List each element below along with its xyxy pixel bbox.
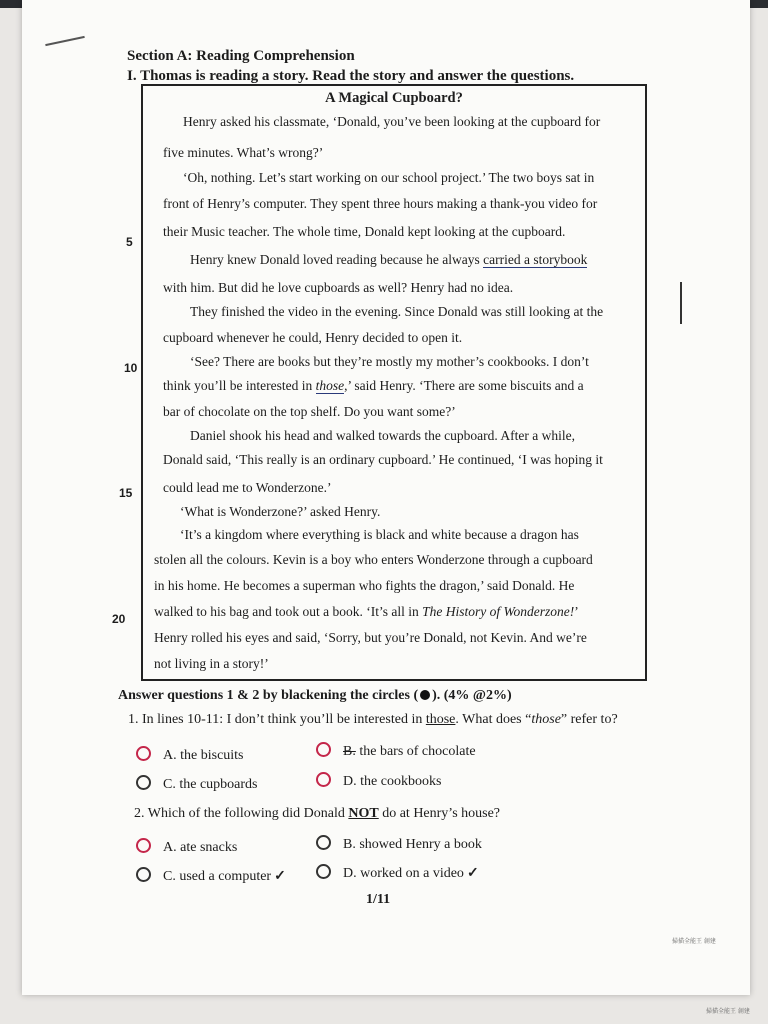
story-line-text: ,’ said Henry. ‘There are some biscuits and a (344, 378, 584, 393)
page-number: 1/11 (366, 892, 391, 907)
story-line: front of Henry’s computer. They spent three hours making a thank-you video for (163, 196, 598, 211)
section-title: Section A: Reading Comprehension (127, 48, 355, 64)
story-line: Henry rolled his eyes and said, ‘Sorry, but you’re Donald, not Kevin. And we’re (154, 630, 587, 645)
option-label: B. (343, 837, 356, 852)
watermark: 掃描全能王 創建 (672, 938, 716, 945)
story-line: ‘It’s a kingdom where everything is black and white because a dragon has (180, 527, 579, 542)
answer-circle-icon[interactable] (316, 864, 331, 879)
question-1-keyword-italic: those (531, 712, 561, 727)
q1-option-c[interactable] (136, 775, 258, 793)
question-1-text: 1. In lines 10-11: I don’t think you’ll be interested in (128, 712, 423, 727)
book-title: The History of Wonderzone! (422, 604, 575, 619)
q2-option-b[interactable] (316, 835, 482, 853)
option-label: A. (163, 748, 177, 763)
q2-option-c[interactable] (136, 867, 286, 885)
q1-option-b[interactable] (316, 742, 476, 760)
story-line-text: Henry knew Donald loved reading because he always (190, 252, 480, 267)
task-title: I. Thomas is reading a story. Read the story and answer the questions. (127, 68, 575, 84)
answer-circle-icon[interactable] (136, 775, 151, 790)
story-line (154, 604, 579, 620)
story-line: five minutes. What’s wrong?’ (163, 145, 324, 160)
story-line-text: walked to his bag and took out a book. ‘It’s all in (154, 604, 419, 619)
story-line: not living in a story!’ (154, 656, 269, 671)
story-line-text: ’ (574, 604, 579, 619)
option-text: the cookbooks (360, 774, 442, 789)
answer-instructions-marks: ). (4% @2%) (432, 688, 512, 703)
option-label: C. (163, 777, 176, 792)
option-label: C. (163, 869, 176, 884)
question-1-text: ” refer to? (560, 712, 618, 727)
answer-circle-icon[interactable] (136, 746, 151, 761)
filled-circle-icon (420, 690, 430, 700)
option-text: worked on a video (360, 866, 464, 881)
question-1-text: . What does “ (455, 712, 532, 727)
story-line: with him. But did he love cupboards as well? Henry had no idea. (163, 280, 514, 295)
option-label: D. (343, 774, 357, 789)
answer-instructions (118, 688, 512, 704)
story-line: They finished the video in the evening. Since Donald was still looking at the (190, 304, 604, 319)
story-line: in his home. He becomes a superman who fights the dragon,’ said Donald. He (154, 578, 575, 593)
question-1 (128, 712, 618, 728)
answer-circle-icon[interactable] (136, 867, 151, 882)
answer-circle-icon[interactable] (136, 838, 151, 853)
story-line: ‘Oh, nothing. Let’s start working on our school project.’ The two boys sat in (183, 170, 595, 185)
tick-mark-icon: ✓ (274, 869, 286, 884)
answer-circle-icon[interactable] (316, 835, 331, 850)
question-1-keyword: those (425, 712, 456, 727)
side-pen-mark (680, 282, 682, 324)
story-line: Henry asked his classmate, ‘Donald, you’ve been looking at the cupboard for (183, 114, 601, 129)
question-2 (134, 806, 500, 822)
line-number: 10 (124, 361, 138, 375)
line-number: 5 (126, 235, 133, 249)
option-text: used a computer (179, 869, 272, 884)
line-number: 15 (119, 486, 133, 500)
answer-instructions-text: Answer questions 1 & 2 by blackening the circles ( (118, 688, 419, 703)
option-label: D. (343, 866, 357, 881)
option-text: the cupboards (179, 777, 258, 792)
story-line (163, 378, 584, 394)
option-label: B. (343, 744, 356, 759)
story-line: bar of chocolate on the top shelf. Do you want some?’ (163, 404, 456, 419)
question-2-keyword: NOT (348, 806, 379, 821)
story-line: could lead me to Wonderzone.’ (163, 480, 332, 495)
watermark: 掃描全能王 創建 (706, 1008, 750, 1015)
option-text: the bars of chocolate (359, 744, 476, 759)
underlined-phrase: carried a storybook (483, 252, 588, 267)
story-title: A Magical Cupboard? (325, 90, 463, 106)
answer-circle-icon[interactable] (316, 742, 331, 757)
story-line: ‘What is Wonderzone?’ asked Henry. (180, 504, 381, 519)
option-label: A. (163, 840, 177, 855)
option-text: ate snacks (180, 840, 238, 855)
answer-circle-icon[interactable] (316, 772, 331, 787)
underlined-word: those (315, 378, 345, 393)
q2-option-a[interactable] (136, 838, 237, 856)
option-text: the biscuits (180, 748, 244, 763)
q2-option-d[interactable] (316, 864, 479, 882)
story-line: stolen all the colours. Kevin is a boy who enters Wonderzone through a cupboard (154, 552, 593, 567)
question-2-text: do at Henry’s house? (382, 806, 501, 821)
story-line: ‘See? There are books but they’re mostly my mother’s cookbooks. I don’t (190, 354, 589, 369)
line-number: 20 (112, 612, 126, 626)
q1-option-a[interactable] (136, 746, 244, 764)
story-line: Daniel shook his head and walked towards the cupboard. After a while, (190, 428, 576, 443)
story-line: cupboard whenever he could, Henry decided to open it. (163, 330, 463, 345)
story-line: their Music teacher. The whole time, Donald kept looking at the cupboard. (163, 224, 566, 239)
q1-option-d[interactable] (316, 772, 441, 790)
story-line (190, 252, 587, 268)
option-text: showed Henry a book (359, 837, 482, 852)
story-line: Donald said, ‘This really is an ordinary cupboard.’ He continued, ‘I was hoping it (163, 452, 603, 467)
tick-mark-icon: ✓ (466, 866, 479, 881)
question-2-text: 2. Which of the following did Donald (134, 806, 345, 821)
story-line-text: think you’ll be interested in (163, 378, 313, 393)
